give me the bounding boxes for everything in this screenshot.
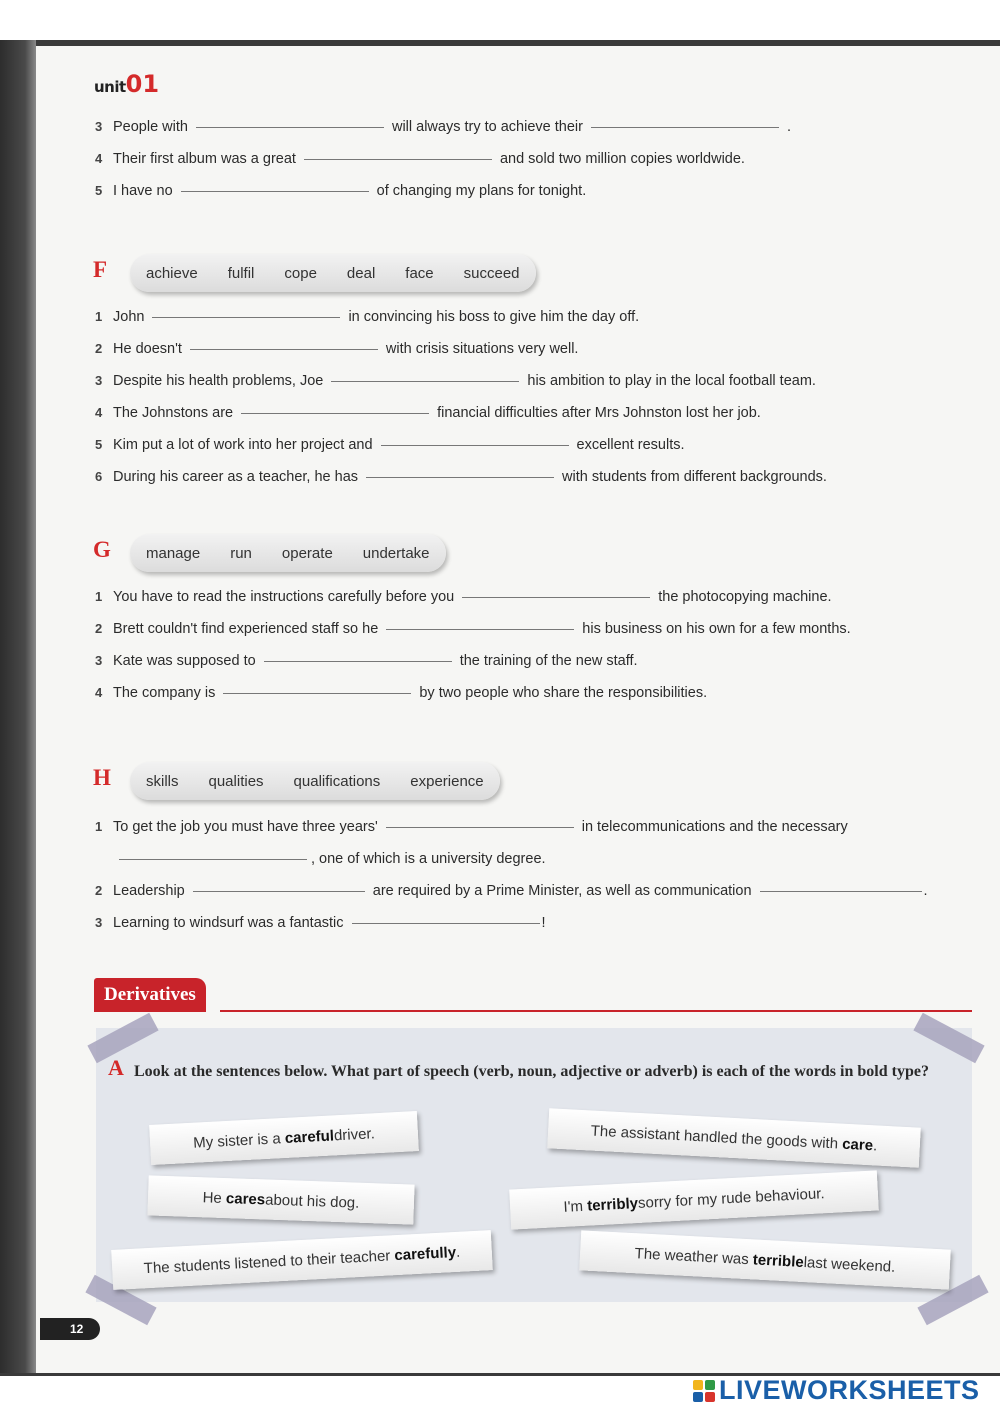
item-text: his ambition to play in the local football team.	[527, 373, 816, 389]
answer-blank[interactable]	[196, 127, 384, 128]
answer-blank[interactable]	[386, 629, 574, 630]
exercise-e-item-4	[95, 151, 745, 167]
item-text: .	[786, 119, 791, 135]
scan-spine-shadow	[0, 40, 36, 1375]
bold-word: careful	[284, 1126, 335, 1147]
item-text: .	[923, 883, 928, 899]
item-number: 2	[95, 341, 103, 356]
item-number: 2	[95, 621, 103, 636]
exercise-f-item-5	[95, 437, 685, 453]
strip-text: driver.	[333, 1124, 376, 1144]
bold-word: carefully	[393, 1243, 457, 1264]
section-h-word-box	[130, 762, 500, 800]
item-text: I have no	[113, 183, 173, 199]
strip-text: about his dog.	[264, 1190, 360, 1212]
item-text: !	[541, 915, 546, 931]
bold-word: care	[841, 1135, 874, 1154]
item-text: You have to read the instructions carefully before you	[113, 589, 455, 605]
answer-blank[interactable]	[193, 891, 365, 892]
item-number: 1	[95, 589, 103, 604]
answer-blank[interactable]	[223, 693, 411, 694]
exercise-g-item-3	[95, 653, 638, 669]
word-option: run	[230, 544, 252, 562]
item-text: are required by a Prime Minister, as well as communication	[372, 883, 752, 899]
item-number: 5	[95, 437, 103, 452]
word-option: achieve	[146, 264, 198, 282]
watermark-text: LIVEWORKSHEETS	[719, 1375, 980, 1405]
item-number: 4	[95, 685, 103, 700]
item-number: 3	[95, 915, 103, 930]
answer-blank[interactable]	[181, 191, 369, 192]
item-text: The company is	[113, 685, 216, 701]
exercise-g-item-1	[95, 589, 832, 605]
answer-blank[interactable]	[760, 891, 922, 892]
item-text: the photocopying machine.	[658, 589, 832, 605]
item-number: 5	[95, 183, 103, 198]
answer-blank[interactable]	[386, 827, 574, 828]
item-text: Learning to windsurf was a fantastic	[113, 915, 344, 931]
item-text: financial difficulties after Mrs Johnston lost her job.	[437, 405, 761, 421]
word-option: fulfil	[227, 264, 255, 282]
item-text: of changing my plans for tonight.	[376, 183, 587, 199]
word-option: undertake	[362, 544, 430, 562]
section-g-word-box	[130, 534, 446, 572]
answer-blank[interactable]	[331, 381, 519, 382]
word-option: skills	[146, 772, 179, 790]
item-text: Their first album was a great	[113, 151, 296, 167]
item-text: He doesn't	[113, 341, 182, 357]
item-text: Leadership	[113, 883, 185, 899]
item-text: in telecommunications and the necessary	[581, 819, 848, 835]
item-number: 3	[95, 119, 103, 134]
derivatives-heading: Derivatives	[94, 978, 206, 1012]
item-text: Kate was supposed to	[113, 653, 256, 669]
unit-label: unit	[94, 78, 126, 96]
answer-blank[interactable]	[462, 597, 650, 598]
item-text: People with	[113, 119, 188, 135]
item-text: The Johnstons are	[113, 405, 234, 421]
liveworksheets-watermark	[693, 1375, 980, 1406]
item-number: 1	[95, 309, 103, 324]
exercise-h-item-1-continued	[113, 851, 546, 867]
strip-text: .	[455, 1243, 461, 1261]
item-number: 3	[95, 373, 103, 388]
item-number: 4	[95, 151, 103, 166]
strip-text: The assistant handled the goods with	[590, 1122, 839, 1152]
exercise-g-item-4	[95, 685, 707, 701]
item-number: 4	[95, 405, 103, 420]
page-number: 12	[40, 1318, 100, 1340]
liveworksheets-logo-icon	[693, 1380, 715, 1402]
word-option: qualities	[208, 772, 264, 790]
item-text: by two people who share the responsibilities.	[419, 685, 708, 701]
word-option: succeed	[463, 264, 520, 282]
section-f-word-box	[130, 254, 536, 292]
answer-blank[interactable]	[591, 127, 779, 128]
scan-top-edge	[0, 40, 1000, 46]
item-text: excellent results.	[576, 437, 685, 453]
strip-text: .	[872, 1136, 878, 1154]
answer-blank[interactable]	[352, 923, 540, 924]
strip-text: My sister is a	[192, 1129, 282, 1152]
exercise-e-item-3	[95, 119, 791, 135]
item-text: Despite his health problems, Joe	[113, 373, 324, 389]
answer-blank[interactable]	[264, 661, 452, 662]
strip-text: He	[202, 1188, 223, 1207]
derivatives-rule	[220, 1010, 972, 1012]
exercise-f-item-6	[95, 469, 827, 485]
word-option: face	[405, 264, 434, 282]
item-text: Kim put a lot of work into her project and	[113, 437, 373, 453]
word-option: deal	[346, 264, 376, 282]
scan-top-margin	[0, 0, 1000, 44]
item-text: with crisis situations very well.	[385, 341, 579, 357]
answer-blank[interactable]	[152, 317, 340, 318]
item-number: 2	[95, 883, 103, 898]
item-text: and sold two million copies worldwide.	[499, 151, 745, 167]
item-text: , one of which is a university degree.	[311, 851, 546, 867]
item-text: Brett couldn't find experienced staff so he	[113, 621, 379, 637]
strip-text: The students listened to their teacher	[143, 1246, 391, 1277]
unit-number: 01	[125, 70, 160, 98]
exercise-h-item-1	[95, 819, 848, 835]
bold-word: cares	[225, 1189, 266, 1208]
strip-text: The weather was	[634, 1244, 750, 1268]
exercise-h-item-3	[95, 915, 546, 931]
word-option: manage	[146, 544, 201, 562]
strip-text: sorry for my rude behaviour.	[637, 1184, 825, 1212]
answer-blank[interactable]	[190, 349, 378, 350]
bold-word: terribly	[586, 1194, 639, 1215]
item-number: 3	[95, 653, 103, 668]
bold-word: terrible	[752, 1250, 805, 1271]
item-text: John	[113, 309, 145, 325]
answer-blank[interactable]	[381, 445, 569, 446]
item-text: To get the job you must have three years'	[113, 819, 378, 835]
item-text: with students from different backgrounds.	[562, 469, 827, 485]
exercise-h-item-2	[95, 883, 928, 899]
item-text: During his career as a teacher, he has	[113, 469, 359, 485]
exercise-f-item-2	[95, 341, 578, 357]
exercise-a-letter: A	[108, 1055, 124, 1080]
item-number: 6	[95, 469, 103, 484]
exercise-e-item-5	[95, 183, 586, 199]
exercise-f-item-3	[95, 373, 816, 389]
word-option: cope	[284, 264, 317, 282]
strip-text: last weekend.	[803, 1253, 896, 1276]
word-option: operate	[281, 544, 333, 562]
exercise-f-item-4	[95, 405, 761, 421]
exercise-g-item-2	[95, 621, 851, 637]
answer-blank[interactable]	[304, 159, 492, 160]
word-option: qualifications	[293, 772, 381, 790]
answer-blank[interactable]	[119, 859, 307, 860]
item-number: 1	[95, 819, 103, 834]
word-option: experience	[410, 772, 484, 790]
exercise-f-item-1	[95, 309, 639, 325]
item-text: in convincing his boss to give him the day off.	[348, 309, 640, 325]
strip-text: I'm	[563, 1197, 584, 1216]
unit-header	[94, 70, 159, 98]
answer-blank[interactable]	[366, 477, 554, 478]
exercise-a-instruction: Look at the sentences below. What part of speech (verb, noun, adjective or adverb) is each of the words in bold type?	[134, 1063, 929, 1080]
section-g-letter: G	[93, 537, 111, 562]
item-text: his business on his own for a few months.	[582, 621, 851, 637]
item-text: will always try to achieve their	[391, 119, 583, 135]
item-text: the training of the new staff.	[459, 653, 638, 669]
section-f-letter: F	[93, 257, 108, 282]
answer-blank[interactable]	[241, 413, 429, 414]
section-h-letter: H	[93, 765, 111, 790]
